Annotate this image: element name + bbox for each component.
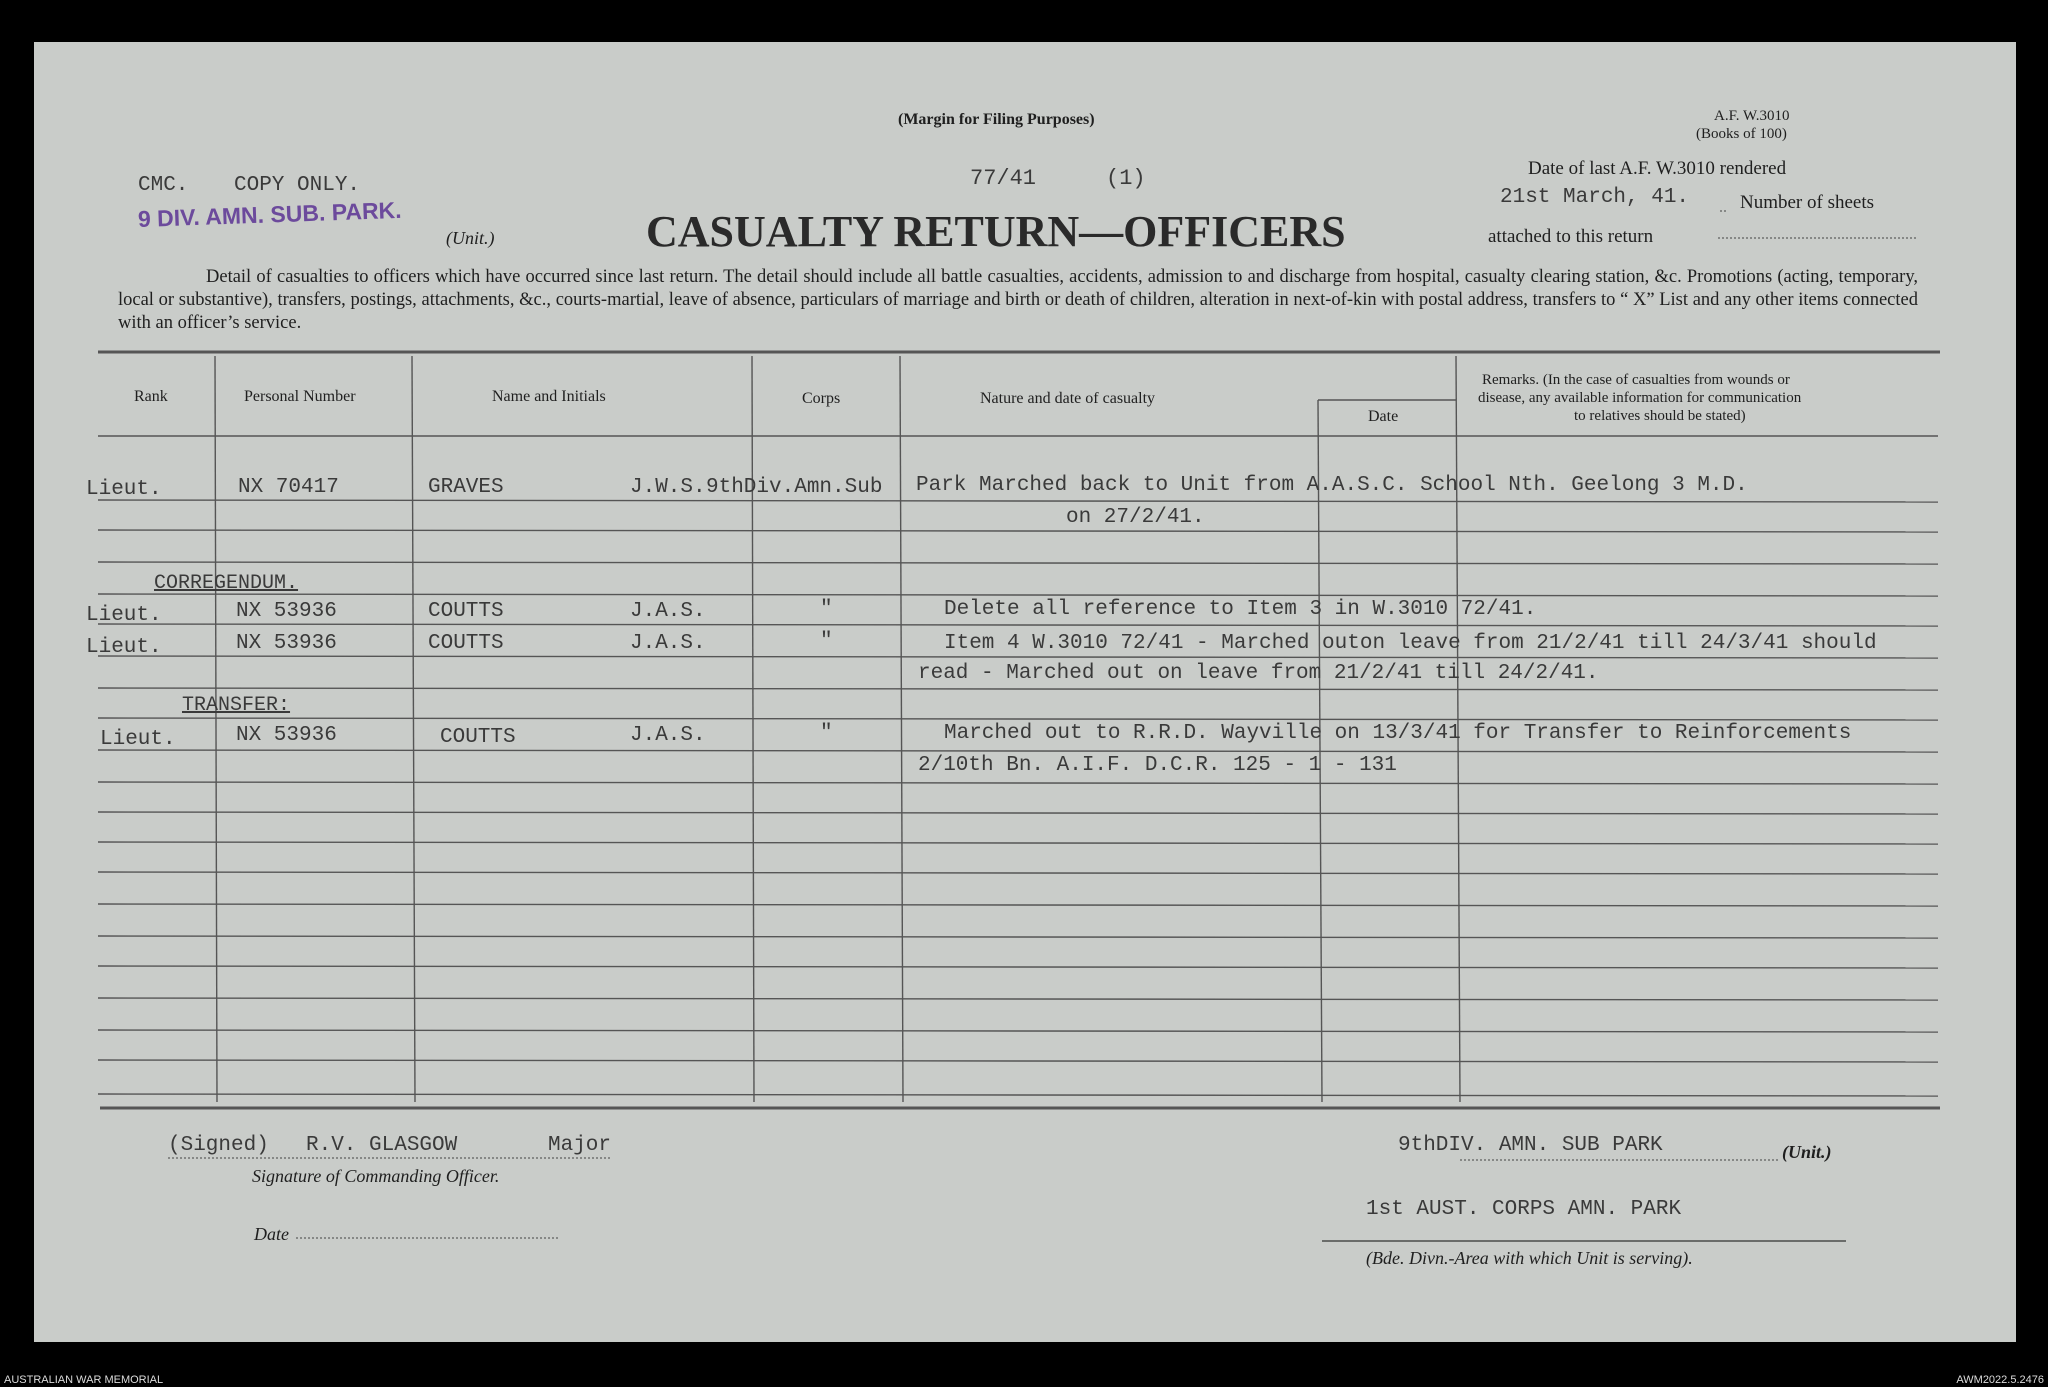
casualty-detail: Marched out to R.R.D. Wayville on 13/3/41 for Transfer to Reinforcements bbox=[944, 722, 1852, 745]
header-nature: Nature and date of casualty bbox=[980, 390, 1156, 407]
ruled-line bbox=[98, 812, 1938, 814]
surname-cell: COUTTS bbox=[440, 726, 516, 749]
section-heading-transfer: TRANSFER: bbox=[182, 694, 291, 717]
formation-caption: (Bde. Divn.-Area with which Unit is serving). bbox=[1366, 1248, 1693, 1268]
rank-cell: Lieut. bbox=[86, 478, 162, 501]
ruled-line bbox=[98, 904, 1938, 906]
section-heading-corrigendum: CORREGENDUM. bbox=[154, 572, 299, 595]
ruled-line bbox=[98, 750, 1938, 752]
ruled-line bbox=[98, 842, 1938, 844]
corps-cell: 9thDiv.Amn.Sub bbox=[706, 476, 883, 499]
surname-cell: GRAVES bbox=[428, 476, 504, 499]
date-last-label: Date of last A.F. W.3010 rendered bbox=[1528, 158, 1787, 179]
signed-label: (Signed) bbox=[168, 1134, 269, 1157]
ruled-line bbox=[98, 624, 1938, 626]
instructions: Detail of casualties to officers which have occurred since last return. The detail should include all battle casualties, accidents, admission to and discharge from hospital, casualty clearing station, &c. Promotions (acting, temporary, local or substantive), transfers, postings, attachments, &c., courts-martial, leave of absence, particulars of marriage and birth or death of children, alteration in next-of-kin with postal address, transfers to “ X” List and any other items connected with an officer’s service. bbox=[118, 267, 1918, 333]
copy-note-cmc: CMC. bbox=[138, 174, 189, 197]
header-remarks-3: to relatives should be stated) bbox=[1574, 408, 1746, 424]
personal-number-cell: NX 70417 bbox=[238, 476, 339, 499]
initials-cell: J.A.S. bbox=[630, 632, 706, 655]
ruled-line bbox=[98, 530, 1938, 532]
archive-name: AUSTRALIAN WAR MEMORIAL bbox=[4, 1374, 164, 1386]
header-name: Name and Initials bbox=[492, 388, 606, 405]
ruled-line bbox=[98, 1060, 1938, 1062]
casualty-detail-cont: 2/10th Bn. A.I.F. D.C.R. 125 - 1 - 131 bbox=[918, 754, 1397, 777]
header-remarks-2: disease, any available information for communication bbox=[1478, 390, 1802, 406]
formation-value: 1st AUST. CORPS AMN. PARK bbox=[1366, 1198, 1682, 1221]
ruled-line bbox=[98, 562, 1938, 564]
rank-cell: Lieut. bbox=[100, 728, 176, 751]
form-code: A.F. W.3010 bbox=[1714, 108, 1790, 124]
date-last-value: 21st March, 41. bbox=[1500, 186, 1690, 209]
ruled-line bbox=[98, 718, 1938, 720]
ruled-line bbox=[98, 594, 1938, 596]
ruled-line bbox=[98, 782, 1938, 784]
casualty-detail: Park Marched back to Unit from A.A.S.C. School Nth. Geelong 3 M.D. bbox=[916, 474, 1748, 497]
attached-label: attached to this return bbox=[1488, 226, 1654, 247]
personal-number-cell: NX 53936 bbox=[236, 632, 337, 655]
sheets-label: Number of sheets bbox=[1740, 192, 1875, 213]
initials-cell: J.A.S. bbox=[630, 600, 706, 623]
copy-note: COPY ONLY. bbox=[234, 174, 361, 197]
signatory-rank: Major bbox=[548, 1134, 612, 1157]
signatory-name: R.V. GLASGOW bbox=[306, 1134, 458, 1157]
ruled-line bbox=[98, 656, 1938, 658]
unit-value: 9thDIV. AMN. SUB PARK bbox=[1398, 1134, 1663, 1157]
ruled-line bbox=[98, 966, 1938, 968]
reference-number: 77/41 bbox=[970, 166, 1037, 191]
initials-cell: J.W.S. bbox=[630, 476, 706, 499]
rank-cell: Lieut. bbox=[86, 604, 162, 627]
surname-cell: COUTTS bbox=[428, 632, 504, 655]
casualty-detail-cont: on 27/2/41. bbox=[1066, 506, 1205, 529]
ruled-line bbox=[98, 500, 1938, 502]
personal-number-cell: NX 53936 bbox=[236, 724, 337, 747]
personal-number-cell: NX 53936 bbox=[236, 600, 337, 623]
header-corps: Corps bbox=[802, 390, 841, 407]
form-title: CASUALTY RETURN—OFFICERS bbox=[646, 207, 1346, 256]
ruled-line bbox=[98, 936, 1938, 938]
unit-stamp: 9 DIV. AMN. SUB. PARK. bbox=[137, 196, 402, 232]
initials-cell: J.A.S. bbox=[630, 724, 706, 747]
reference-item: (1) bbox=[1106, 166, 1146, 191]
ruled-line bbox=[98, 872, 1938, 874]
archive-footer bbox=[0, 1374, 2048, 1387]
date-label: Date bbox=[254, 1224, 289, 1244]
margin-note: (Margin for Filing Purposes) bbox=[898, 111, 1095, 128]
ruled-line bbox=[98, 688, 1938, 690]
signature-caption: Signature of Commanding Officer. bbox=[252, 1166, 500, 1186]
ruled-line bbox=[98, 1030, 1938, 1032]
header-personal-number: Personal Number bbox=[244, 388, 356, 405]
ruled-line bbox=[98, 1094, 1938, 1096]
header-remarks-1: Remarks. (In the case of casualties from wounds or bbox=[1482, 372, 1790, 388]
corps-cell: " bbox=[820, 630, 833, 653]
header-date: Date bbox=[1368, 408, 1399, 425]
corps-cell: " bbox=[820, 598, 833, 621]
header-rank: Rank bbox=[134, 388, 168, 405]
ruled-line bbox=[98, 998, 1938, 1000]
rank-cell: Lieut. bbox=[86, 636, 162, 659]
casualty-detail: Delete all reference to Item 3 in W.3010 72/41. bbox=[944, 598, 1537, 621]
archive-reference: AWM2022.5.2476 bbox=[1956, 1374, 2044, 1386]
casualty-detail: Item 4 W.3010 72/41 - Marched outon leave from 21/2/41 till 24/3/41 should bbox=[944, 632, 1877, 655]
casualty-detail-cont: read - Marched out on leave from 21/2/41 till 24/2/41. bbox=[918, 662, 1599, 685]
unit-label: (Unit.) bbox=[446, 228, 495, 248]
surname-cell: COUTTS bbox=[428, 600, 504, 623]
corps-cell: " bbox=[820, 722, 833, 745]
books-note: (Books of 100) bbox=[1696, 126, 1787, 142]
unit-caption: (Unit.) bbox=[1782, 1142, 1832, 1162]
